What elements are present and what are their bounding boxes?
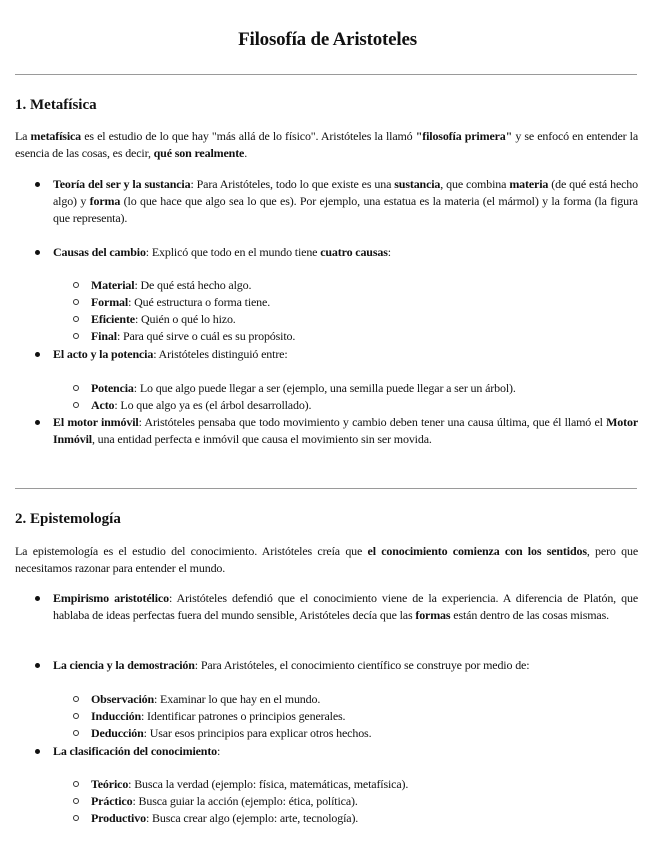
divider xyxy=(15,74,637,75)
bold-text: Práctico xyxy=(91,794,133,808)
bold-text: Teoría del ser y la sustancia xyxy=(53,177,191,191)
text-run: : Lo que algo ya es (el árbol desarrollado). xyxy=(114,398,312,412)
bold-text: Eficiente xyxy=(91,312,135,326)
section-intro xyxy=(15,543,638,577)
sub-list-item xyxy=(91,708,638,725)
sub-list-item xyxy=(91,725,638,742)
sub-list-item xyxy=(91,380,638,397)
text-run: , que combina xyxy=(440,177,510,191)
text-run: (lo que hace que algo sea lo que es). Por ejemplo, una estatua es la materia (el mármol) y la forma (la figura que representa). xyxy=(53,194,638,225)
bold-text: qué son realmente xyxy=(153,146,245,160)
text-run: : Lo que algo puede llegar a ser (ejemplo, una semilla puede llegar a ser un árbol). xyxy=(133,381,516,395)
sub-list-item xyxy=(91,691,638,708)
bold-text: Final xyxy=(91,329,117,343)
text-run: : Busca guiar la acción (ejemplo: ética, política). xyxy=(132,794,358,808)
text-run: : xyxy=(217,744,221,758)
list-item xyxy=(53,176,638,227)
text-run: . xyxy=(244,146,248,160)
text-run: : Quién o qué lo hizo. xyxy=(134,312,236,326)
bold-text: cuatro causas xyxy=(320,245,388,259)
bold-text: sustancia xyxy=(394,177,441,191)
bold-text: "filosofía primera" xyxy=(415,129,513,143)
list-item xyxy=(53,346,638,363)
bold-text: Motor Inmóvil xyxy=(53,415,639,446)
sub-list-item xyxy=(91,311,638,328)
text-run: : Para Aristóteles, todo lo que existe es una xyxy=(190,177,395,191)
text-run: : Aristóteles pensaba que todo movimiento y cambio deben tener una causa última, que él llamó el xyxy=(138,415,607,429)
section-heading: 1. Metafísica xyxy=(15,97,97,113)
bold-text: Observación xyxy=(91,692,155,706)
list-item xyxy=(53,590,638,624)
text-run: : Para qué sirve o cuál es su propósito. xyxy=(116,329,296,343)
bold-text: El acto y la potencia xyxy=(53,347,154,361)
bold-text: forma xyxy=(89,194,121,208)
text-run: : Busca crear algo (ejemplo: arte, tecnología). xyxy=(145,811,359,825)
section-heading: 2. Epistemología xyxy=(15,511,121,527)
text-run: , pero que necesitamos razonar para entender el mundo. xyxy=(15,544,638,575)
text-run: : Explicó que todo en el mundo tiene xyxy=(145,245,321,259)
sub-list-item xyxy=(91,277,638,294)
text-run: : Aristóteles distinguió entre: xyxy=(153,347,288,361)
bold-text: La clasificación del conocimiento xyxy=(53,744,218,758)
bold-text: Formal xyxy=(91,295,129,309)
bold-text: Teórico xyxy=(91,777,129,791)
page-title: Filosofía de Aristoteles xyxy=(238,29,417,50)
text-run: : Examinar lo que hay en el mundo. xyxy=(154,692,321,706)
bold-text: Potencia xyxy=(91,381,134,395)
bold-text: Productivo xyxy=(91,811,146,825)
text-run: : Usar esos principios para explicar otros hechos. xyxy=(143,726,372,740)
text-run: , una entidad perfecta e inmóvil que causa el movimiento sin ser movida. xyxy=(91,432,432,446)
bold-text: Inducción xyxy=(91,709,142,723)
bold-text: El motor inmóvil xyxy=(53,415,139,429)
section-intro xyxy=(15,128,638,162)
list-item xyxy=(53,414,638,448)
bold-text: Empirismo aristotélico xyxy=(53,591,169,605)
text-run: : Para Aristóteles, el conocimiento científico se construye por medio de: xyxy=(194,658,530,672)
bold-text: Material xyxy=(91,278,135,292)
bold-text: Acto xyxy=(91,398,115,412)
sub-list-item xyxy=(91,397,638,414)
sub-list-item xyxy=(91,294,638,311)
text-run: (de qué está hecho algo) y xyxy=(53,177,638,208)
text-run: : xyxy=(387,245,391,259)
sub-list-item xyxy=(91,793,638,810)
bold-text: Deducción xyxy=(91,726,144,740)
bold-text: metafísica xyxy=(30,129,82,143)
text-run: : Aristóteles defendió que el conocimiento viene de la experiencia. A diferencia de Platón, que hablaba de ideas perfectas fuera del mundo sensible, Aristóteles decía que las xyxy=(53,591,638,622)
sub-list-item xyxy=(91,810,638,827)
text-run: : De qué está hecho algo. xyxy=(134,278,252,292)
text-run: : Busca la verdad (ejemplo: física, matemáticas, metafísica). xyxy=(128,777,409,791)
text-run: La epistemología es el estudio del conocimiento. Aristóteles creía que xyxy=(15,544,368,558)
text-run: están dentro de las cosas mismas. xyxy=(450,608,609,622)
list-item xyxy=(53,244,638,261)
text-run: : Identificar patrones o principios generales. xyxy=(141,709,346,723)
bold-text: Causas del cambio xyxy=(53,245,146,259)
text-run: es el estudio de lo que hay "más allá de lo físico". Aristóteles la llamó xyxy=(81,129,416,143)
text-run: : Qué estructura o forma tiene. xyxy=(128,295,271,309)
bold-text: formas xyxy=(415,608,451,622)
bold-text: materia xyxy=(509,177,549,191)
list-item xyxy=(53,743,638,760)
bold-text: el conocimiento comienza con los sentidos xyxy=(367,544,587,558)
bold-text: La ciencia y la demostración xyxy=(53,658,195,672)
list-item xyxy=(53,657,638,674)
sub-list-item xyxy=(91,776,638,793)
divider xyxy=(15,488,637,489)
text-run: La xyxy=(15,129,31,143)
text-run: y se enfocó en entender la esencia de las cosas, es decir, xyxy=(15,129,639,160)
sub-list-item xyxy=(91,328,638,345)
